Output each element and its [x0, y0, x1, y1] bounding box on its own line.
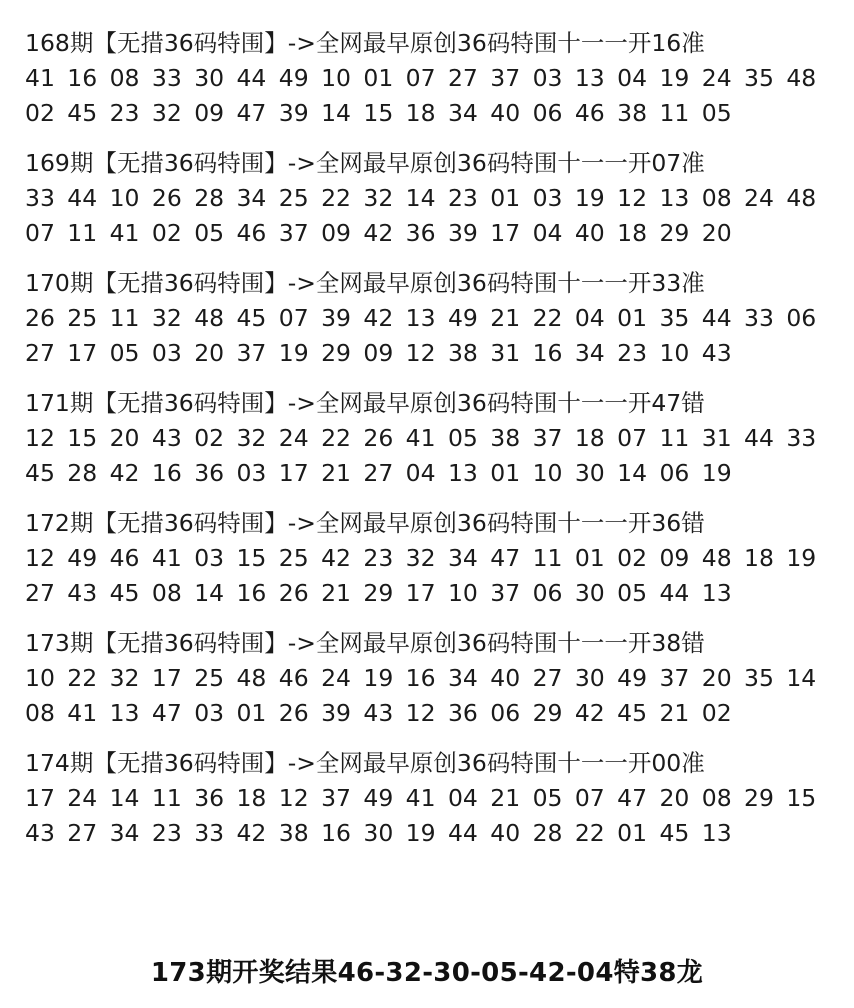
- number-cell: 45: [67, 99, 98, 127]
- number-cell: 46: [109, 544, 140, 572]
- number-cell: 20: [659, 784, 690, 812]
- number-cell: 08: [25, 699, 55, 727]
- number-cell: 44: [67, 184, 98, 212]
- number-cell: 47: [236, 99, 267, 127]
- number-cell: 06: [532, 99, 563, 127]
- number-cell: 48: [786, 184, 817, 212]
- record-list: [25, 26, 825, 866]
- number-cell: 10: [321, 64, 351, 92]
- number-cell: 15: [786, 784, 817, 812]
- number-cell: 22: [67, 664, 98, 692]
- number-cell: 32: [236, 424, 267, 452]
- number-cell: 21: [321, 459, 351, 487]
- number-cell: 05: [194, 219, 225, 247]
- number-cell: 23: [151, 819, 182, 847]
- number-cell: 01: [236, 699, 267, 727]
- number-cell: 03: [151, 339, 182, 367]
- number-cell: 12: [25, 544, 55, 572]
- number-cell: 33: [25, 184, 55, 212]
- number-cell: 04: [617, 64, 648, 92]
- number-cell: 23: [109, 99, 140, 127]
- record-block: [25, 506, 825, 626]
- number-cell: 17: [151, 664, 182, 692]
- number-cell: 18: [236, 784, 267, 812]
- number-cell: 33: [744, 304, 774, 332]
- number-row: [25, 781, 825, 816]
- number-cell: 18: [617, 219, 648, 247]
- number-cell: 25: [67, 304, 98, 332]
- number-cell: 13: [701, 579, 732, 607]
- number-row: [25, 661, 825, 696]
- number-cell: 48: [194, 304, 225, 332]
- number-cell: 34: [447, 664, 478, 692]
- number-cell: 21: [321, 579, 351, 607]
- number-cell: 11: [659, 424, 690, 452]
- number-cell: 43: [25, 819, 55, 847]
- record-title: 170期【无措36码特围】->全网最早原创36码特围十一一开33准: [25, 269, 705, 297]
- number-cell: 17: [67, 339, 98, 367]
- number-cell: 09: [659, 544, 690, 572]
- number-cell: 12: [405, 699, 436, 727]
- number-cell: 09: [321, 219, 351, 247]
- number-cell: 21: [490, 304, 521, 332]
- number-cell: 22: [574, 819, 605, 847]
- number-cell: 35: [744, 664, 774, 692]
- number-row: [25, 816, 825, 851]
- number-cell: 31: [490, 339, 521, 367]
- number-cell: 20: [194, 339, 225, 367]
- number-cell: 45: [617, 699, 648, 727]
- number-cell: 02: [617, 544, 648, 572]
- number-cell: 18: [405, 99, 436, 127]
- number-cell: 14: [405, 184, 436, 212]
- number-cell: 24: [321, 664, 351, 692]
- number-cell: 42: [321, 544, 351, 572]
- number-cell: 34: [236, 184, 267, 212]
- number-cell: 41: [405, 424, 436, 452]
- number-row: [25, 421, 825, 456]
- number-cell: 20: [701, 219, 732, 247]
- number-cell: 22: [321, 184, 351, 212]
- number-cell: 26: [363, 424, 394, 452]
- number-cell: 37: [490, 64, 521, 92]
- number-cell: 07: [574, 784, 605, 812]
- record-title: 173期【无措36码特围】->全网最早原创36码特围十一一开38错: [25, 629, 705, 657]
- number-cell: 43: [67, 579, 98, 607]
- number-cell: 13: [574, 64, 605, 92]
- number-cell: 42: [236, 819, 267, 847]
- number-cell: 04: [574, 304, 605, 332]
- number-cell: 10: [447, 579, 478, 607]
- number-cell: 38: [490, 424, 521, 452]
- number-cell: 36: [194, 784, 225, 812]
- number-cell: 33: [786, 424, 817, 452]
- number-cell: 23: [447, 184, 478, 212]
- number-row: [25, 696, 825, 731]
- number-cell: 05: [109, 339, 140, 367]
- number-cell: 16: [532, 339, 563, 367]
- number-cell: 35: [744, 64, 774, 92]
- number-cell: 11: [532, 544, 563, 572]
- number-cell: 36: [194, 459, 225, 487]
- number-cell: 19: [701, 459, 732, 487]
- record-block: [25, 386, 825, 506]
- number-cell: 39: [321, 699, 351, 727]
- number-cell: 03: [194, 544, 225, 572]
- number-cell: 06: [490, 699, 521, 727]
- number-cell: 16: [151, 459, 182, 487]
- number-cell: 06: [659, 459, 690, 487]
- number-cell: 19: [405, 819, 436, 847]
- number-cell: 40: [574, 219, 605, 247]
- number-cell: 16: [67, 64, 98, 92]
- draw-result-footer: 173期开奖结果46-32-30-05-42-04特38龙: [150, 958, 704, 988]
- number-cell: 21: [490, 784, 521, 812]
- record-block: [25, 626, 825, 746]
- number-cell: 25: [194, 664, 225, 692]
- number-cell: 26: [278, 699, 309, 727]
- number-cell: 31: [701, 424, 732, 452]
- number-cell: 04: [405, 459, 436, 487]
- number-cell: 11: [151, 784, 182, 812]
- number-cell: 42: [363, 304, 394, 332]
- number-cell: 49: [617, 664, 648, 692]
- number-cell: 25: [278, 184, 309, 212]
- number-cell: 16: [405, 664, 436, 692]
- number-cell: 23: [363, 544, 394, 572]
- number-cell: 10: [659, 339, 690, 367]
- number-cell: 45: [659, 819, 690, 847]
- number-cell: 06: [786, 304, 817, 332]
- number-cell: 11: [67, 219, 98, 247]
- number-cell: 16: [321, 819, 351, 847]
- number-cell: 15: [67, 424, 98, 452]
- number-cell: 05: [701, 99, 732, 127]
- number-cell: 08: [151, 579, 182, 607]
- number-cell: 17: [278, 459, 309, 487]
- number-cell: 49: [363, 784, 394, 812]
- number-cell: 37: [532, 424, 563, 452]
- number-cell: 23: [617, 339, 648, 367]
- number-cell: 02: [25, 99, 55, 127]
- number-cell: 42: [574, 699, 605, 727]
- number-cell: 12: [405, 339, 436, 367]
- number-cell: 27: [447, 64, 478, 92]
- number-cell: 43: [363, 699, 394, 727]
- number-cell: 27: [363, 459, 394, 487]
- number-row: [25, 301, 825, 336]
- number-cell: 27: [532, 664, 563, 692]
- number-cell: 19: [659, 64, 690, 92]
- number-cell: 17: [405, 579, 436, 607]
- number-cell: 19: [363, 664, 394, 692]
- record-block: [25, 746, 825, 866]
- number-cell: 13: [405, 304, 436, 332]
- number-cell: 30: [194, 64, 225, 92]
- number-cell: 44: [236, 64, 267, 92]
- number-cell: 22: [532, 304, 563, 332]
- number-cell: 48: [786, 64, 817, 92]
- number-row: [25, 216, 825, 251]
- number-cell: 03: [532, 184, 563, 212]
- number-cell: 32: [363, 184, 394, 212]
- number-row: [25, 336, 825, 371]
- number-cell: 40: [490, 99, 521, 127]
- number-cell: 37: [236, 339, 267, 367]
- number-cell: 20: [701, 664, 732, 692]
- number-cell: 47: [151, 699, 182, 727]
- number-cell: 34: [109, 819, 140, 847]
- number-cell: 41: [25, 64, 55, 92]
- number-cell: 44: [447, 819, 478, 847]
- record-title: 168期【无措36码特围】->全网最早原创36码特围十一一开16准: [25, 29, 705, 57]
- number-row: [25, 61, 825, 96]
- number-cell: 14: [194, 579, 225, 607]
- number-cell: 15: [236, 544, 267, 572]
- number-cell: 07: [25, 219, 55, 247]
- number-cell: 12: [25, 424, 55, 452]
- number-cell: 49: [278, 64, 309, 92]
- number-cell: 44: [659, 579, 690, 607]
- number-cell: 19: [786, 544, 817, 572]
- number-cell: 05: [447, 424, 478, 452]
- number-cell: 12: [278, 784, 309, 812]
- number-cell: 32: [151, 304, 182, 332]
- number-cell: 05: [532, 784, 563, 812]
- record-block: [25, 146, 825, 266]
- number-cell: 26: [278, 579, 309, 607]
- number-cell: 12: [617, 184, 648, 212]
- number-cell: 46: [278, 664, 309, 692]
- number-cell: 02: [194, 424, 225, 452]
- number-cell: 24: [278, 424, 309, 452]
- record-title: 172期【无措36码特围】->全网最早原创36码特围十一一开36错: [25, 509, 705, 537]
- number-cell: 30: [574, 579, 605, 607]
- number-cell: 30: [574, 664, 605, 692]
- number-cell: 01: [490, 459, 521, 487]
- number-cell: 18: [744, 544, 774, 572]
- number-cell: 10: [532, 459, 563, 487]
- number-cell: 26: [25, 304, 55, 332]
- number-cell: 46: [574, 99, 605, 127]
- number-cell: 28: [194, 184, 225, 212]
- number-cell: 01: [490, 184, 521, 212]
- number-cell: 07: [617, 424, 648, 452]
- number-cell: 14: [617, 459, 648, 487]
- number-cell: 09: [194, 99, 225, 127]
- number-cell: 13: [447, 459, 478, 487]
- number-cell: 33: [151, 64, 182, 92]
- number-cell: 02: [701, 699, 732, 727]
- number-cell: 48: [701, 544, 732, 572]
- number-cell: 29: [744, 784, 774, 812]
- number-cell: 42: [109, 459, 140, 487]
- number-row: [25, 96, 825, 131]
- number-cell: 25: [278, 544, 309, 572]
- number-cell: 10: [109, 184, 140, 212]
- number-cell: 26: [151, 184, 182, 212]
- number-cell: 14: [109, 784, 140, 812]
- number-cell: 36: [447, 699, 478, 727]
- number-row: [25, 541, 825, 576]
- number-cell: 27: [67, 819, 98, 847]
- number-cell: 04: [532, 219, 563, 247]
- number-cell: 45: [109, 579, 140, 607]
- number-cell: 22: [321, 424, 351, 452]
- number-cell: 37: [321, 784, 351, 812]
- number-cell: 49: [67, 544, 98, 572]
- number-cell: 07: [278, 304, 309, 332]
- record-block: [25, 266, 825, 386]
- number-cell: 18: [574, 424, 605, 452]
- number-cell: 32: [405, 544, 436, 572]
- number-cell: 14: [786, 664, 817, 692]
- number-cell: 08: [701, 184, 732, 212]
- number-cell: 19: [278, 339, 309, 367]
- number-cell: 17: [25, 784, 55, 812]
- number-cell: 24: [701, 64, 732, 92]
- number-cell: 35: [659, 304, 690, 332]
- number-cell: 46: [236, 219, 267, 247]
- number-cell: 20: [109, 424, 140, 452]
- record-title: 171期【无措36码特围】->全网最早原创36码特围十一一开47错: [25, 389, 705, 417]
- number-cell: 09: [363, 339, 394, 367]
- number-cell: 41: [405, 784, 436, 812]
- number-cell: 10: [25, 664, 55, 692]
- number-cell: 38: [447, 339, 478, 367]
- number-cell: 03: [194, 699, 225, 727]
- number-cell: 45: [236, 304, 267, 332]
- number-cell: 17: [490, 219, 521, 247]
- number-cell: 29: [532, 699, 563, 727]
- number-cell: 29: [363, 579, 394, 607]
- number-cell: 11: [109, 304, 140, 332]
- number-cell: 34: [447, 544, 478, 572]
- number-cell: 41: [151, 544, 182, 572]
- number-cell: 04: [447, 784, 478, 812]
- number-cell: 01: [617, 304, 648, 332]
- number-cell: 36: [405, 219, 436, 247]
- number-cell: 28: [67, 459, 98, 487]
- number-row: [25, 456, 825, 491]
- number-cell: 13: [701, 819, 732, 847]
- number-cell: 39: [278, 99, 309, 127]
- number-cell: 05: [617, 579, 648, 607]
- number-cell: 43: [151, 424, 182, 452]
- number-cell: 38: [278, 819, 309, 847]
- number-cell: 38: [617, 99, 648, 127]
- number-cell: 02: [151, 219, 182, 247]
- number-cell: 39: [447, 219, 478, 247]
- number-cell: 44: [701, 304, 732, 332]
- number-cell: 47: [617, 784, 648, 812]
- number-cell: 30: [574, 459, 605, 487]
- number-cell: 27: [25, 339, 55, 367]
- record-title: 169期【无措36码特围】->全网最早原创36码特围十一一开07准: [25, 149, 705, 177]
- number-cell: 01: [574, 544, 605, 572]
- number-cell: 19: [574, 184, 605, 212]
- number-cell: 07: [405, 64, 436, 92]
- number-cell: 37: [490, 579, 521, 607]
- record-title: 174期【无措36码特围】->全网最早原创36码特围十一一开00准: [25, 749, 705, 777]
- number-cell: 33: [194, 819, 225, 847]
- number-cell: 42: [363, 219, 394, 247]
- number-cell: 01: [617, 819, 648, 847]
- number-cell: 28: [532, 819, 563, 847]
- number-cell: 15: [363, 99, 394, 127]
- number-cell: 37: [278, 219, 309, 247]
- number-cell: 32: [151, 99, 182, 127]
- number-cell: 16: [236, 579, 267, 607]
- number-cell: 40: [490, 819, 521, 847]
- number-cell: 37: [659, 664, 690, 692]
- number-cell: 29: [659, 219, 690, 247]
- number-cell: 03: [532, 64, 563, 92]
- number-cell: 01: [363, 64, 394, 92]
- number-cell: 39: [321, 304, 351, 332]
- number-cell: 47: [490, 544, 521, 572]
- number-cell: 11: [659, 99, 690, 127]
- number-cell: 34: [447, 99, 478, 127]
- number-cell: 27: [25, 579, 55, 607]
- number-cell: 03: [236, 459, 267, 487]
- number-cell: 08: [109, 64, 140, 92]
- number-row: [25, 576, 825, 611]
- number-row: [25, 181, 825, 216]
- number-cell: 48: [236, 664, 267, 692]
- number-cell: 13: [659, 184, 690, 212]
- number-cell: 21: [659, 699, 690, 727]
- number-cell: 34: [574, 339, 605, 367]
- record-block: [25, 26, 825, 146]
- number-cell: 24: [67, 784, 98, 812]
- number-cell: 41: [109, 219, 140, 247]
- number-cell: 29: [321, 339, 351, 367]
- number-cell: 41: [67, 699, 98, 727]
- number-cell: 06: [532, 579, 563, 607]
- number-cell: 32: [109, 664, 140, 692]
- number-cell: 24: [744, 184, 774, 212]
- number-cell: 30: [363, 819, 394, 847]
- number-cell: 44: [744, 424, 774, 452]
- number-cell: 45: [25, 459, 55, 487]
- number-cell: 49: [447, 304, 478, 332]
- number-cell: 43: [701, 339, 732, 367]
- number-cell: 14: [321, 99, 351, 127]
- number-cell: 13: [109, 699, 140, 727]
- number-cell: 40: [490, 664, 521, 692]
- number-cell: 08: [701, 784, 732, 812]
